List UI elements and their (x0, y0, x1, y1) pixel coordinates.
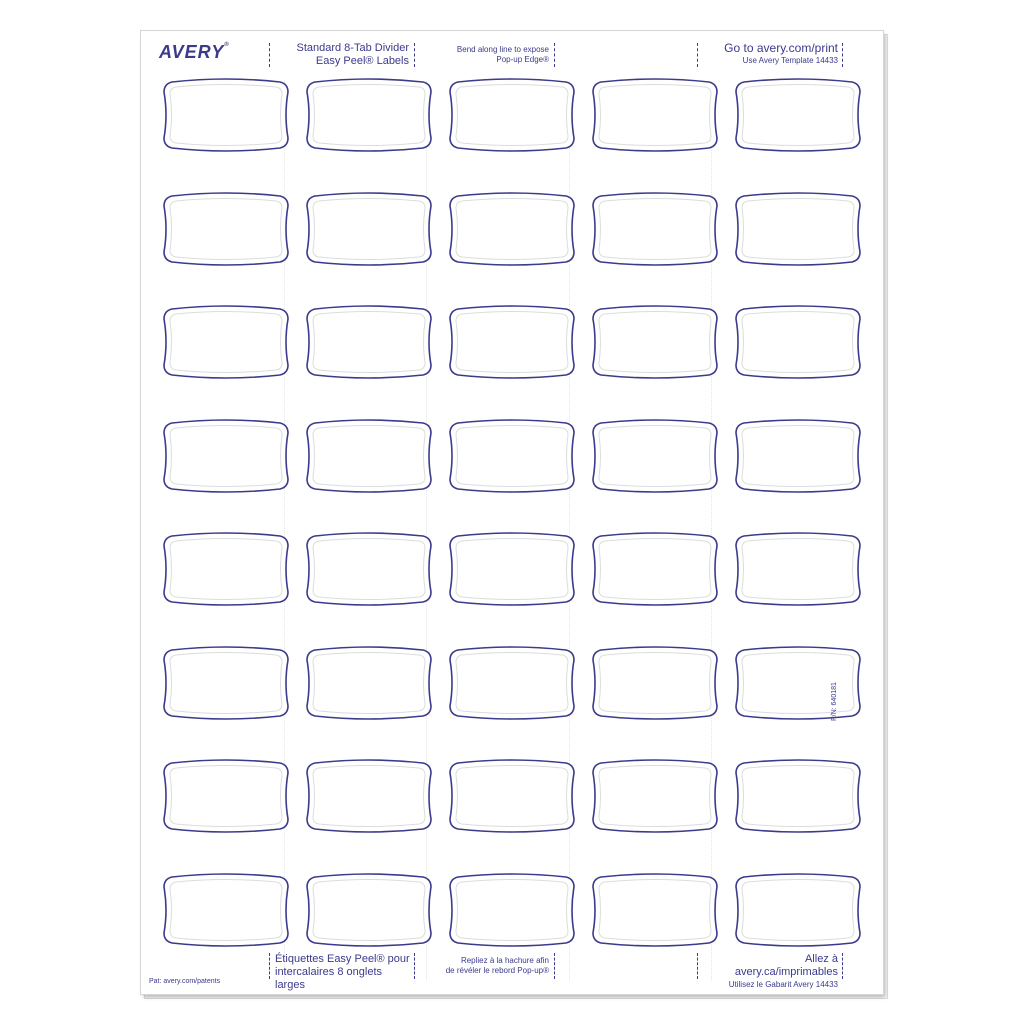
tab-label (305, 873, 433, 947)
tab-label (448, 646, 576, 720)
footer-goto: Allez à avery.ca/imprimables Utilisez le Gabarit Avery 14433 (728, 953, 838, 989)
tab-label (448, 873, 576, 947)
tab-label (591, 419, 719, 493)
footer-title: Étiquettes Easy Peel® pour intercalaires 8 onglets larges (275, 953, 410, 991)
tab-label (448, 78, 576, 152)
tab-label (448, 532, 576, 606)
tab-label (305, 646, 433, 720)
tab-label (591, 532, 719, 606)
tab-label (448, 192, 576, 266)
tab-label (734, 646, 862, 720)
tab-label (305, 532, 433, 606)
tab-label (734, 759, 862, 833)
tab-label (734, 419, 862, 493)
divider-line (414, 953, 415, 979)
tab-label (305, 759, 433, 833)
tab-label (734, 532, 862, 606)
label-grid (141, 31, 883, 994)
tab-label (162, 646, 290, 720)
tab-label (162, 759, 290, 833)
header-bend-note: Bend along line to expose Pop-up Edge® (456, 45, 549, 64)
tab-label (305, 78, 433, 152)
tab-label (448, 759, 576, 833)
tab-label (162, 78, 290, 152)
tab-label (162, 873, 290, 947)
tab-label (591, 646, 719, 720)
divider-line (842, 953, 843, 979)
tab-label (734, 192, 862, 266)
tab-label (162, 532, 290, 606)
tab-label (162, 192, 290, 266)
tab-label (591, 305, 719, 379)
tab-label (162, 419, 290, 493)
avery-logo: AVERY® (159, 42, 230, 62)
divider-line (697, 953, 698, 979)
part-number: P/N: 640181 (831, 682, 838, 721)
tab-label (591, 759, 719, 833)
label-sheet (141, 31, 883, 994)
tab-label (448, 305, 576, 379)
tab-label (305, 192, 433, 266)
tab-label (448, 419, 576, 493)
tab-label (734, 78, 862, 152)
tab-label (305, 419, 433, 493)
tab-label (591, 78, 719, 152)
tab-label (305, 305, 433, 379)
header-title: Standard 8-Tab Divider Easy Peel® Labels (296, 42, 409, 67)
footer-bend-note: Repliez à la hachure afin de révéler le rebord Pop-up® (445, 956, 549, 975)
tab-label (591, 873, 719, 947)
header-goto: Go to avery.com/print Use Avery Template 14433 (724, 41, 838, 65)
divider-line (554, 953, 555, 979)
tab-label (162, 305, 290, 379)
patent-note: Pat: avery.com/patents (149, 978, 221, 985)
tab-label (734, 305, 862, 379)
tab-label (734, 873, 862, 947)
tab-label (591, 192, 719, 266)
